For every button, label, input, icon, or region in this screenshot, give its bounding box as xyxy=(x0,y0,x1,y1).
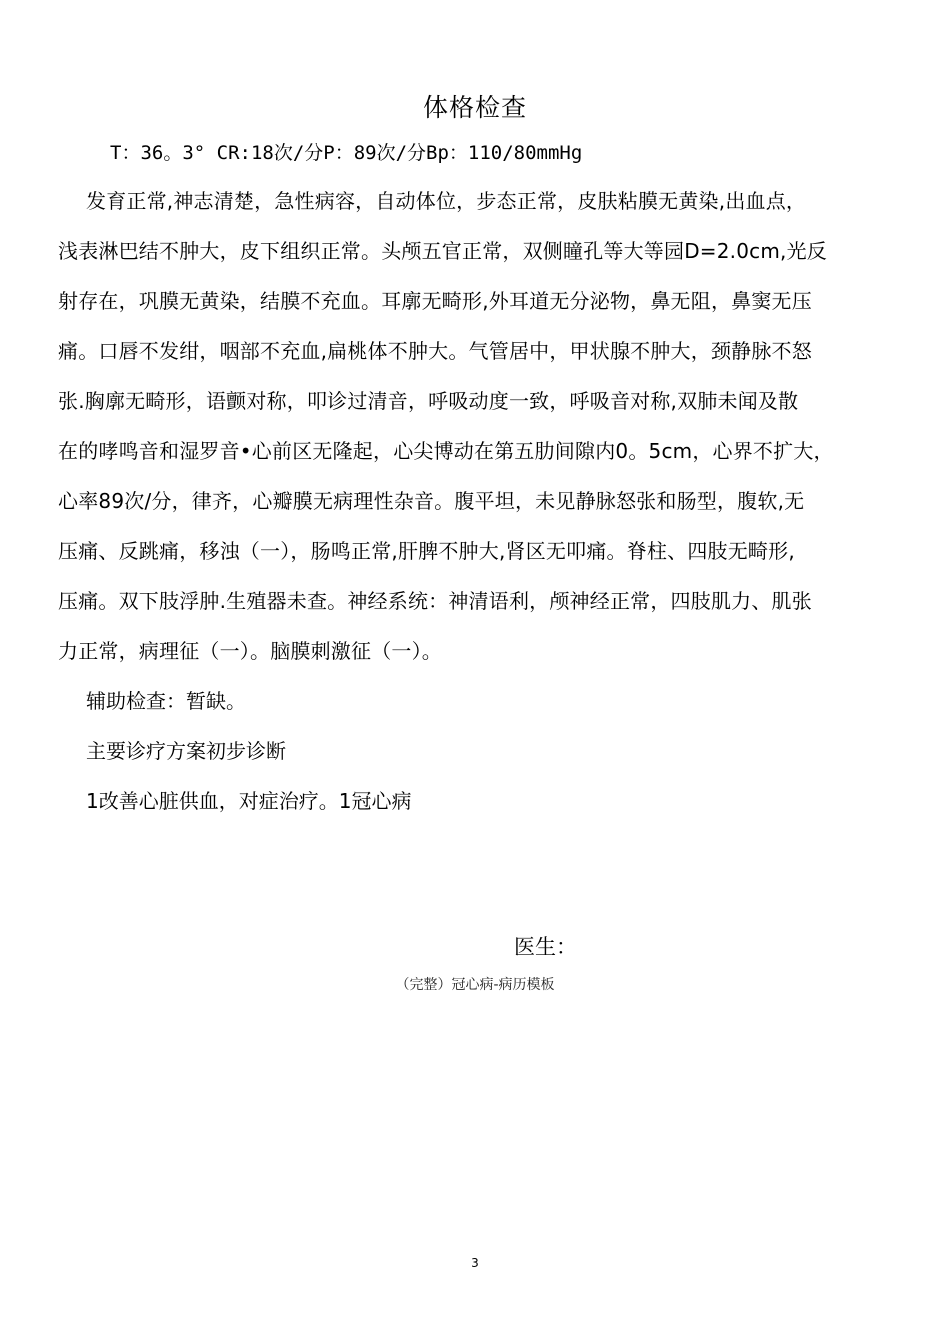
document-caption: （完整）冠心病-病历模板 xyxy=(395,977,555,993)
page-title: 体格检查 xyxy=(422,93,527,122)
exam-line: 压痛。双下肢浮肿.生殖器未查。神经系统：神清语利，颅神经正常，四肢肌力、肌张 xyxy=(58,589,812,613)
exam-line: 心率89次/分，律齐，心瓣膜无病理性杂音。腹平坦，未见静脉怒张和肠型，腹软,无 xyxy=(58,489,805,513)
exam-line: 发育正常,神志清楚，急性病容，自动体位，步态正常，皮肤粘膜无黄染,出血点， xyxy=(86,189,807,213)
treatment-plan-body: 1改善心脏供血，对症治疗。1冠心病 xyxy=(86,789,412,813)
vital-signs: T：36。3° CR:18次/分P：89次/分Bp：110/80mmHg xyxy=(110,142,583,164)
doctor-signature-label: 医生： xyxy=(514,935,577,959)
exam-line: 力正常，病理征（一）。脑膜刺激征（一）。 xyxy=(58,639,442,663)
page-number: 3 xyxy=(471,1256,479,1270)
exam-line: 张.胸廓无畸形，语颤对称，叩诊过清音，呼吸动度一致，呼吸音对称,双肺未闻及散 xyxy=(58,389,799,413)
exam-line: 痛。口唇不发绀，咽部不充血,扁桃体不肿大。气管居中，甲状腺不肿大，颈静脉不怒 xyxy=(58,339,812,363)
exam-line: 在的哮鸣音和湿罗音•心前区无隆起，心尖博动在第五肋间隙内0。5cm，心界不扩大， xyxy=(58,439,834,463)
exam-line: 压痛、反跳痛，移浊（一），肠鸣正常,肝脾不肿大,肾区无叩痛。脊柱、四肢无畸形, xyxy=(58,539,795,563)
exam-line: 射存在，巩膜无黄染，结膜不充血。耳廓无畸形,外耳道无分泌物，鼻无阻，鼻窦无压 xyxy=(58,289,812,313)
treatment-plan-header: 主要诊疗方案初步诊断 xyxy=(86,739,286,763)
exam-line: 浅表淋巴结不肿大，皮下组织正常。头颅五官正常，双侧瞳孔等大等园D=2.0cm,光反 xyxy=(58,239,828,263)
auxiliary-exam: 辅助检查：暂缺。 xyxy=(86,689,246,713)
